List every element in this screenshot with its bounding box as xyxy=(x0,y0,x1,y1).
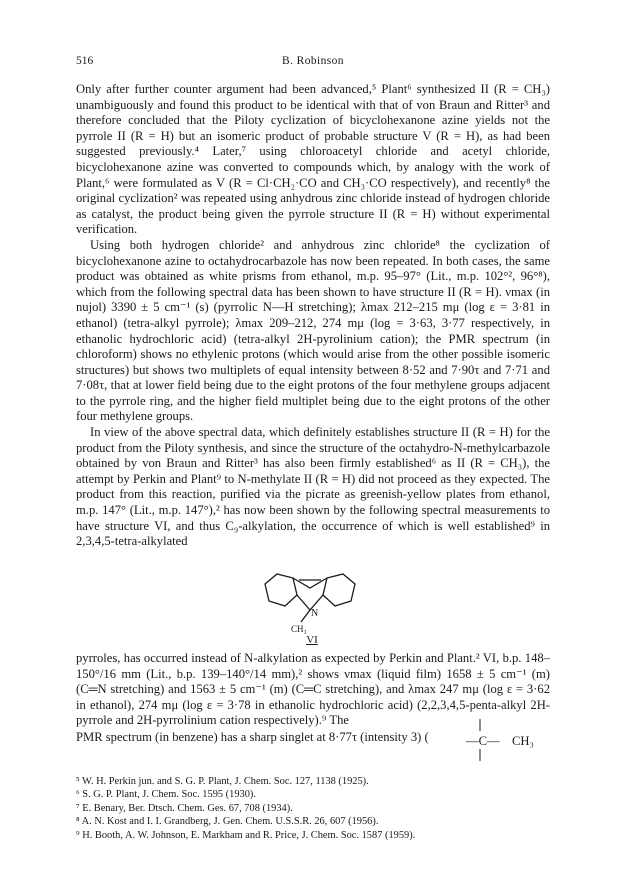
carbon-group-left: —C— xyxy=(466,734,500,748)
pmr-text: PMR spectrum (in benzene) has a sharp singlet at 8·77τ (intensity 3) ( xyxy=(76,730,429,744)
footnote-7: ⁷ E. Benary, Ber. Dtsch. Chem. Ges. 67, 708 (1934). xyxy=(76,802,293,814)
quaternary-carbon-group xyxy=(466,716,550,766)
page-number: 516 xyxy=(76,55,94,67)
compound-label: VI xyxy=(306,634,318,646)
structure-figure xyxy=(247,564,377,648)
footnote-8: ⁸ A. N. Kost and I. I. Grandberg, J. Gen. Chem. U.S.S.R. 26, 607 (1956). xyxy=(76,816,379,828)
paragraph-2: Using both hydrogen chloride² and anhydrous zinc chloride⁸ the cyclization of bicyclohexanone azine to octahydrocarbazole has now been repeated. In both cases, the same product was obtained as white prisms from ethanol, m.p. 95–97° (Lit., m.p. 102°², 96°⁸), which from the following spectral data has been shown to have structure II (R = H). νmax (in nujol) 3390 ± 5 cm⁻¹ (s) (pyrrolic N—H stretching); λmax 212–215 mμ (log ε = 3·81 in ethanol) (tetra-alkyl pyrrole); λmax 209–212, 274 mμ (log = 3·63, 3·77 respectively, in ethanolic hydrochloric acid) (tetra-alkyl 2H-pyrolinium cation); the PMR spectrum (in chloroform) shows no ethylenic protons (which would arise from the other possible isomeric structures) but shows two multiplets of equal intensity between 8·52 and 7·90τ and 7·71 and 7·08τ, that at lower field being due to the eight protons of the four methylene groups adjacent to the pyrrole ring, and the higher field multiplet being due to the eight protons of the other four methylene groups. xyxy=(76,237,550,424)
footnotes xyxy=(76,775,550,842)
body-text-top xyxy=(76,82,550,550)
footnote-5: ⁵ W. H. Perkin jun. and S. G. P. Plant, J. Chem. Soc. 127, 1138 (1925). xyxy=(76,776,369,787)
methyl-label: CH₃ xyxy=(291,624,307,634)
chemical-structure-diagram xyxy=(247,564,377,634)
footnote-6: ⁶ S. G. P. Plant, J. Chem. Soc. 1595 (1930). xyxy=(76,789,256,801)
paragraph-1: Only after further counter argument had been advanced,⁵ Plant⁶ synthesized II (R = CH₃) unambiguously and found this product to be identical with that of von Braun and Ritter³ and therefore concluded that the Piloty cyclization of bicyclohexanone azine yields not the pyrrole II (R = H) but an isomeric product of probable structure V (R = H), as had been suggested previously.⁴ Later,⁷ using chloroacetyl chloride and acetyl chloride, bicyclohexanone azine was converted to compounds which, by analogy with the work of Plant,⁶ were formulated as V (R = Cl·CH₂·CO and CH₃·CO respectively), and recently⁸ the original cyclization² was repeated using anhydrous zinc chloride instead of hydrogen chloride as catalyst, the product being given the pyrrole structure II (R = H) without experimental verification. xyxy=(76,82,550,237)
footnote-9: ⁹ H. Booth, A. W. Johnson, E. Markham and R. Price, J. Chem. Soc. 1587 (1959). xyxy=(76,829,416,841)
paragraph-4: pyrroles, has occurred instead of N-alkylation as expected by Perkin and Plant.² VI, b.p. 148–150°/16 mm (Lit., b.p. 139–140°/14 mm),² shows νmax (liquid film) 1658 ± 5 cm⁻¹ (m) (C═N stretching) and 1563 ± 5 cm⁻¹ (m) (C═C stretching), and λmax 247 mμ (log ε = 3·62 in ethanol), 274 mμ (log ε = 3·78 in ethanolic hydrochloric acid) (2,2,3,4,5-penta-alkyl 2H-pyrrole and 2H-pyrrolinium cation respectively).⁹ The xyxy=(76,651,550,728)
nitrogen-label: N xyxy=(311,608,319,619)
carbon-group-right: CH₃ xyxy=(512,734,534,748)
running-head: B. Robinson xyxy=(282,55,344,67)
page-header xyxy=(76,55,550,71)
pmr-line xyxy=(76,713,550,767)
paragraph-3: In view of the above spectral data, which definitely establishes structure II (R = H) for the product from the Piloty synthesis, and since the structure of the octahydro-N-methylcarbazole obtained by von Braun and Ritter³ has also been firmly established⁶ as II (R = CH₃), the attempt by Perkin and Plant⁹ to N-methylate II (R = H) did not proceed as they expected. The product from this reaction, purified via the picrate as greenish-yellow plates from ethanol, m.p. 147° (Lit., m.p. 147°),² has now been shown by the following spectral measurements to have structure VI, and thus C₉-alkylation, the occurrence of which is well established⁹ in 2,3,4,5-tetra-alkylated xyxy=(76,425,550,549)
